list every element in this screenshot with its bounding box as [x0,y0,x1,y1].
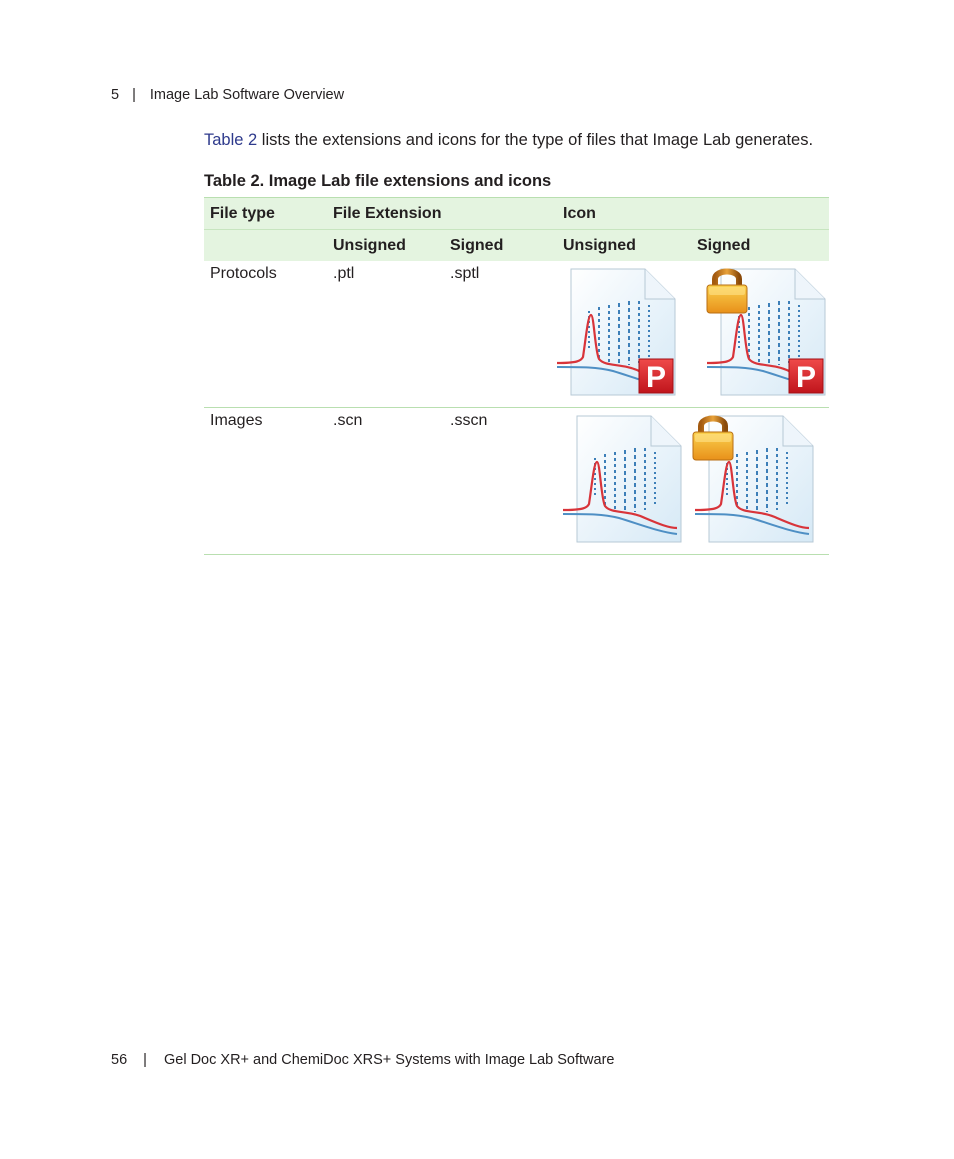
cell-unsigned-ext: .ptl [327,261,444,408]
chapter-number: 5 [111,87,120,103]
signed-protocol-file-icon [703,267,827,399]
cell-unsigned-ext: .scn [327,408,444,555]
cell-signed-icon [691,408,829,555]
page-number: 56 [111,1052,128,1068]
table-subheader-row [204,230,829,262]
table-caption: Table 2. Image Lab file extensions and icons [204,172,552,190]
cell-unsigned-icon [557,261,691,408]
cell-signed-ext: .sscn [444,408,557,555]
protocol-file-icon [553,267,677,399]
table-reference-link[interactable]: Table 2 [204,131,258,149]
subheader-unsigned-icon: Unsigned [557,230,691,262]
table-row [204,408,829,555]
cell-signed-icon [691,261,829,408]
header-file-type: File type [204,198,327,230]
chapter-title: Image Lab Software Overview [149,87,345,103]
signed-image-file-icon [691,414,815,546]
footer-separator: | [143,1052,147,1068]
intro-paragraph [204,131,813,150]
header-icon: Icon [557,198,829,230]
subheader-signed-ext: Signed [444,230,557,262]
document-title: Gel Doc XR+ and ChemiDoc XRS+ Systems with Image Lab Software [163,1052,615,1068]
subheader-unsigned-ext: Unsigned [327,230,444,262]
running-footer [111,1052,614,1068]
table-header-row [204,198,829,230]
subheader-empty [204,230,327,262]
file-extensions-table [204,197,829,555]
cell-file-type: Images [204,408,327,555]
cell-unsigned-icon [557,408,691,555]
image-file-icon [559,414,683,546]
protocol-badge-letter: P [645,361,667,394]
cell-signed-ext: .sptl [444,261,557,408]
header-file-extension: File Extension [327,198,557,230]
table-row [204,261,829,408]
running-header [111,87,344,103]
cell-file-type: Protocols [204,261,327,408]
intro-text: lists the extensions and icons for the type of files that Image Lab generates. [257,131,814,149]
subheader-signed-icon: Signed [691,230,829,262]
signed-protocol-badge-letter: P [795,361,817,394]
header-separator: | [132,87,136,103]
